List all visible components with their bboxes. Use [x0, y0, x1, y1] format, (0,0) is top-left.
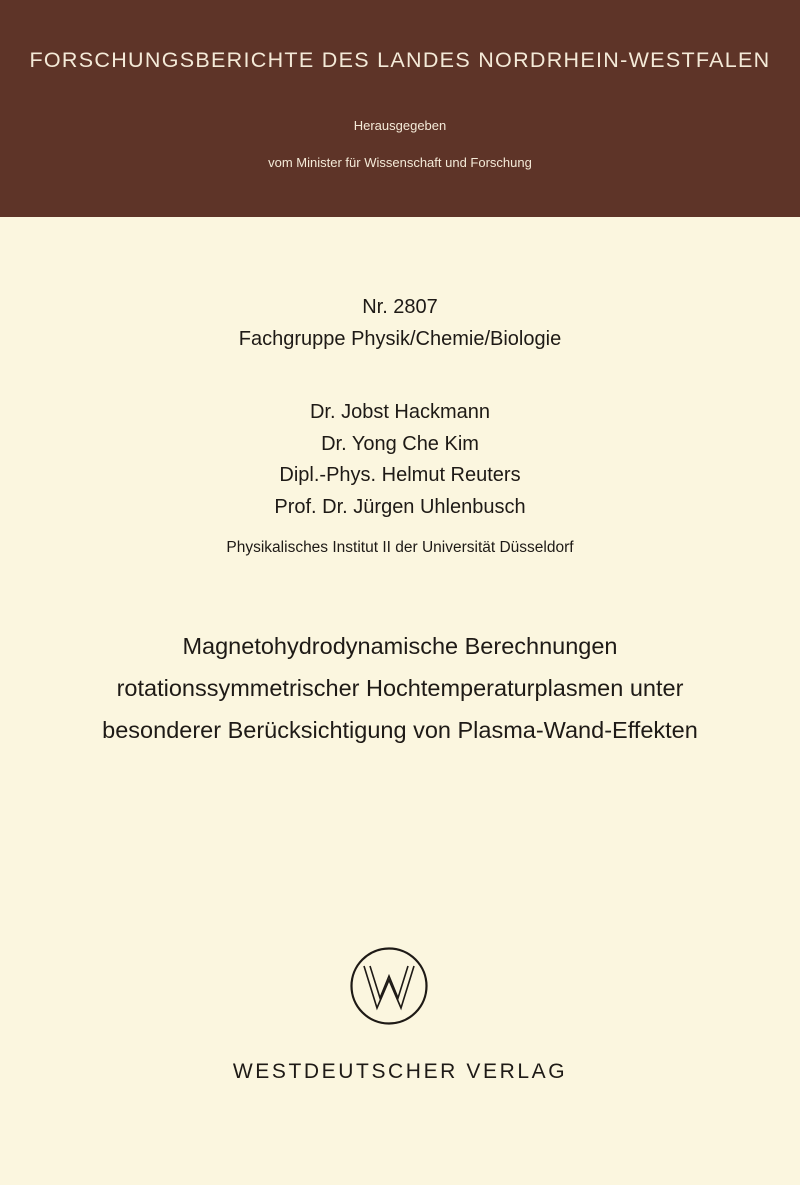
title-line: besonderer Berücksichtigung von Plasma-Wand-Effekten	[102, 717, 698, 743]
publisher-name: WESTDEUTSCHER VERLAG	[232, 1060, 568, 1083]
author: Dipl.-Phys. Helmut Reuters	[279, 464, 521, 486]
author: Dr. Jobst Hackmann	[309, 401, 491, 423]
title-line: rotationssymmetrischer Hochtemperaturplasmen unter	[116, 675, 684, 701]
series-title: FORSCHUNGSBERICHTE DES LANDES NORDRHEIN-WESTFALEN	[29, 48, 771, 72]
publisher-logo-icon	[349, 946, 429, 1026]
series-banner	[0, 0, 800, 217]
author-list	[0, 397, 800, 523]
institute: Physikalisches Institut II der Universität Düsseldorf	[226, 539, 574, 556]
author: Prof. Dr. Jürgen Uhlenbusch	[274, 495, 526, 518]
editor-line-1: Herausgegeben	[353, 118, 447, 133]
subject-group: Fachgruppe Physik/Chemie/Biologie	[238, 328, 562, 350]
document-title	[0, 625, 800, 751]
editor-line-2: vom Minister für Wissenschaft und Forschung	[268, 155, 532, 170]
issue-number: Nr. 2807	[362, 296, 438, 318]
title-line: Magnetohydrodynamische Berechnungen	[182, 633, 618, 659]
author: Dr. Yong Che Kim	[321, 432, 479, 455]
